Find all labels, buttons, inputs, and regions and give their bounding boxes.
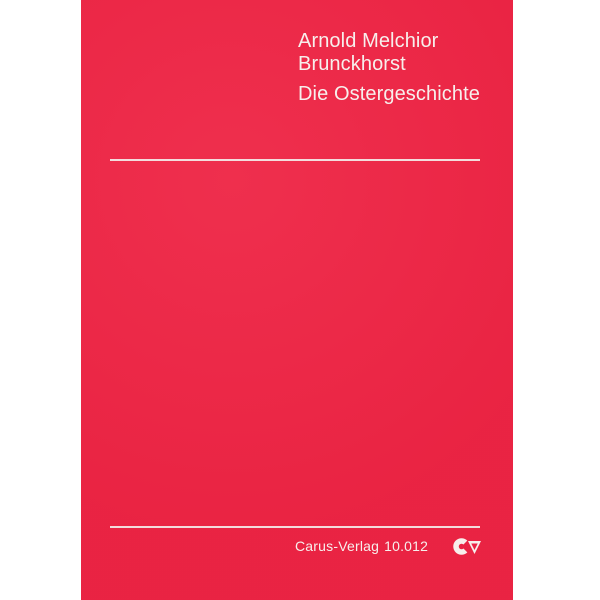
composer-name-line2: Brunckhorst (298, 53, 406, 75)
imprint (295, 538, 428, 555)
publisher-name: Carus-Verlag (295, 538, 380, 554)
top-divider-rule (110, 159, 480, 161)
composer-name-line1: Arnold Melchior (298, 30, 439, 52)
work-title: Die Ostergeschichte (298, 83, 480, 105)
cover-text-block (298, 30, 480, 106)
score-cover (81, 0, 513, 600)
carus-cv-logo-icon (453, 537, 481, 556)
bottom-divider-rule (110, 526, 480, 528)
edition-number: 10.012 (384, 538, 429, 554)
